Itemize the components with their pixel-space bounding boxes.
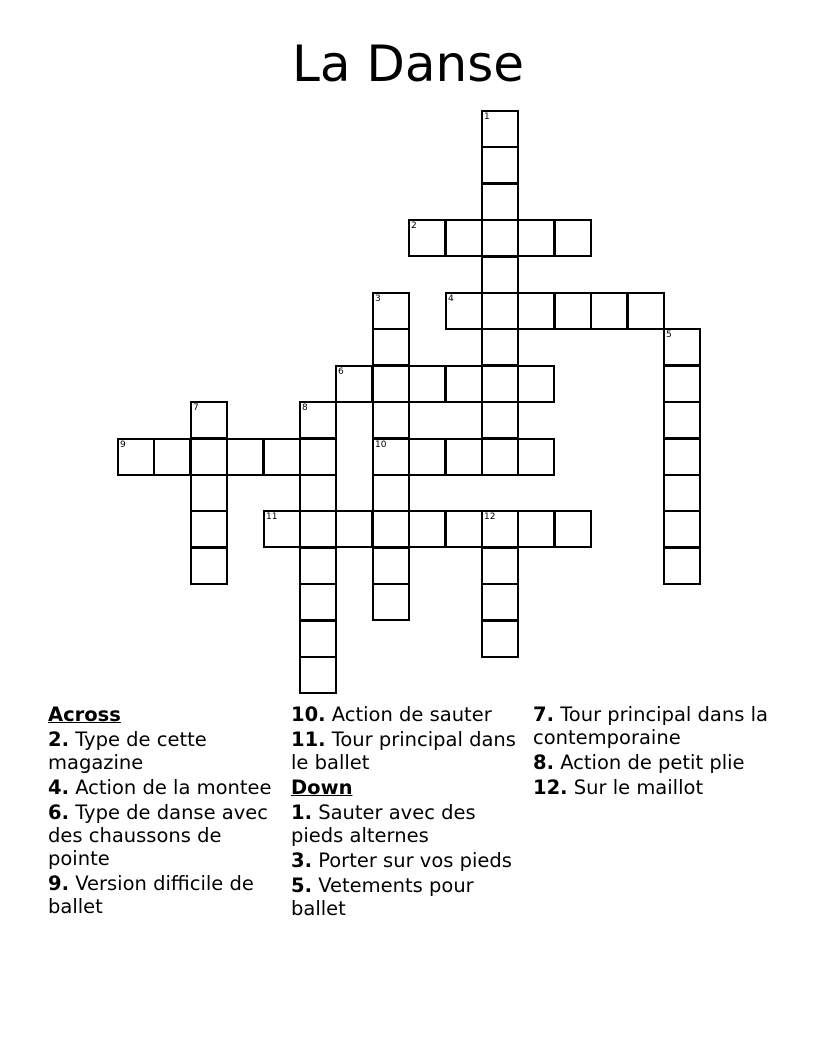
clue-number: 10. bbox=[291, 703, 326, 726]
grid-cell[interactable] bbox=[663, 547, 701, 585]
grid-cell[interactable] bbox=[408, 510, 446, 548]
clue-across-4 bbox=[48, 776, 284, 799]
grid-cell[interactable] bbox=[445, 510, 483, 548]
puzzle-title: La Danse bbox=[291, 35, 525, 93]
clue-text: Action de la montee bbox=[75, 776, 272, 799]
grid-cell[interactable] bbox=[554, 510, 592, 548]
grid-cell[interactable] bbox=[299, 547, 337, 585]
clue-number: 7. bbox=[533, 703, 554, 726]
grid-cell[interactable] bbox=[372, 510, 410, 548]
clue-down-5 bbox=[291, 874, 527, 920]
clue-number-label: 5 bbox=[666, 330, 672, 340]
clue-number: 3. bbox=[291, 849, 312, 872]
grid-cell[interactable] bbox=[226, 438, 264, 476]
clue-column-3 bbox=[533, 703, 769, 801]
grid-cell[interactable] bbox=[117, 438, 155, 476]
grid-cell[interactable] bbox=[445, 365, 483, 403]
grid-cell[interactable] bbox=[299, 474, 337, 512]
grid-cell[interactable] bbox=[590, 292, 628, 330]
clue-number-label: 4 bbox=[448, 294, 454, 304]
clue-number: 11. bbox=[291, 728, 326, 751]
clue-down-7 bbox=[533, 703, 769, 749]
grid-cell[interactable] bbox=[481, 438, 519, 476]
clue-column-2 bbox=[291, 703, 527, 922]
grid-cell[interactable] bbox=[408, 219, 446, 257]
grid-cell[interactable] bbox=[481, 401, 519, 439]
grid-cell[interactable] bbox=[299, 438, 337, 476]
clue-across-10 bbox=[291, 703, 527, 726]
grid-cell[interactable] bbox=[299, 620, 337, 658]
grid-cell[interactable] bbox=[481, 183, 519, 221]
clue-number-label: 1 bbox=[484, 112, 490, 122]
grid-cell[interactable] bbox=[263, 438, 301, 476]
grid-cell[interactable] bbox=[335, 365, 373, 403]
grid-cell[interactable] bbox=[517, 292, 555, 330]
clue-down-3 bbox=[291, 849, 527, 872]
grid-cell[interactable] bbox=[445, 438, 483, 476]
clue-number: 12. bbox=[533, 776, 568, 799]
grid-cell[interactable] bbox=[663, 474, 701, 512]
grid-cell[interactable] bbox=[372, 547, 410, 585]
grid-cell[interactable] bbox=[517, 365, 555, 403]
clue-down-8 bbox=[533, 751, 769, 774]
clue-text: Action de sauter bbox=[331, 703, 492, 726]
clue-number: 2. bbox=[48, 728, 69, 751]
grid-cell[interactable] bbox=[663, 510, 701, 548]
grid-cell[interactable] bbox=[481, 620, 519, 658]
grid-cell[interactable] bbox=[663, 365, 701, 403]
grid-cell[interactable] bbox=[372, 474, 410, 512]
clue-text: Type de cette magazine bbox=[48, 728, 207, 774]
clue-text: Tour principal dans le ballet bbox=[291, 728, 516, 774]
clue-across-6 bbox=[48, 801, 284, 870]
clue-number: 4. bbox=[48, 776, 69, 799]
clue-down-12 bbox=[533, 776, 769, 799]
clue-number-label: 8 bbox=[302, 403, 308, 413]
grid-cell[interactable] bbox=[554, 292, 592, 330]
clue-number: 8. bbox=[533, 751, 554, 774]
grid-cell[interactable] bbox=[153, 438, 191, 476]
grid-cell[interactable] bbox=[517, 219, 555, 257]
across-heading: Across bbox=[48, 703, 121, 726]
grid-cell[interactable] bbox=[481, 510, 519, 548]
grid-cell[interactable] bbox=[190, 547, 228, 585]
clue-number: 1. bbox=[291, 801, 312, 824]
clue-number: 5. bbox=[291, 874, 312, 897]
clue-text: Type de danse avec des chaussons de pointe bbox=[48, 801, 268, 870]
clue-down-1 bbox=[291, 801, 527, 847]
grid-cell[interactable] bbox=[190, 474, 228, 512]
grid-cell[interactable] bbox=[445, 219, 483, 257]
grid-cell[interactable] bbox=[481, 256, 519, 294]
grid-cell[interactable] bbox=[372, 328, 410, 366]
grid-cell[interactable] bbox=[299, 510, 337, 548]
clue-number-label: 12 bbox=[484, 512, 496, 522]
clue-number-label: 3 bbox=[375, 294, 381, 304]
clue-text: Tour principal dans la contemporaine bbox=[533, 703, 768, 749]
clue-number-label: 9 bbox=[120, 440, 126, 450]
grid-cell[interactable] bbox=[481, 292, 519, 330]
grid-cell[interactable] bbox=[408, 365, 446, 403]
grid-cell[interactable] bbox=[372, 401, 410, 439]
grid-cell[interactable] bbox=[663, 328, 701, 366]
clue-text: Version difficile de ballet bbox=[48, 872, 254, 918]
grid-cell[interactable] bbox=[481, 146, 519, 184]
clue-number-label: 6 bbox=[338, 367, 344, 377]
grid-cell[interactable] bbox=[517, 510, 555, 548]
grid-cell[interactable] bbox=[663, 438, 701, 476]
grid-cell[interactable] bbox=[481, 583, 519, 621]
clue-column-1 bbox=[48, 703, 284, 920]
clue-across-11 bbox=[291, 728, 527, 774]
grid-cell[interactable] bbox=[372, 438, 410, 476]
clue-text: Sur le maillot bbox=[573, 776, 704, 799]
clue-number: 9. bbox=[48, 872, 69, 895]
grid-cell[interactable] bbox=[481, 365, 519, 403]
clue-text: Vetements pour ballet bbox=[291, 874, 474, 920]
grid-cell[interactable] bbox=[372, 365, 410, 403]
grid-cell[interactable] bbox=[372, 292, 410, 330]
grid-cell[interactable] bbox=[299, 401, 337, 439]
clue-number-label: 7 bbox=[193, 403, 199, 413]
grid-cell[interactable] bbox=[481, 547, 519, 585]
grid-cell[interactable] bbox=[190, 510, 228, 548]
grid-cell[interactable] bbox=[517, 438, 555, 476]
clue-number-label: 10 bbox=[375, 440, 387, 450]
grid-cell[interactable] bbox=[335, 510, 373, 548]
clue-across-2 bbox=[48, 728, 284, 774]
clue-number-label: 11 bbox=[266, 512, 278, 522]
clue-number: 6. bbox=[48, 801, 69, 824]
clue-across-9 bbox=[48, 872, 284, 918]
grid-cell[interactable] bbox=[190, 438, 228, 476]
clue-text: Sauter avec des pieds alternes bbox=[291, 801, 476, 847]
grid-cell[interactable] bbox=[663, 401, 701, 439]
grid-cell[interactable] bbox=[299, 656, 337, 694]
grid-cell[interactable] bbox=[445, 292, 483, 330]
grid-cell[interactable] bbox=[408, 438, 446, 476]
grid-cell[interactable] bbox=[190, 401, 228, 439]
grid-cell[interactable] bbox=[481, 110, 519, 148]
down-heading: Down bbox=[291, 776, 353, 799]
clue-text: Porter sur vos pieds bbox=[318, 849, 512, 872]
grid-cell[interactable] bbox=[372, 583, 410, 621]
grid-cell[interactable] bbox=[299, 583, 337, 621]
grid-cell[interactable] bbox=[481, 219, 519, 257]
clue-text: Action de petit plie bbox=[560, 751, 745, 774]
clue-number-label: 2 bbox=[411, 221, 417, 231]
grid-cell[interactable] bbox=[554, 219, 592, 257]
grid-cell[interactable] bbox=[263, 510, 301, 548]
grid-cell[interactable] bbox=[481, 328, 519, 366]
grid-cell[interactable] bbox=[627, 292, 665, 330]
